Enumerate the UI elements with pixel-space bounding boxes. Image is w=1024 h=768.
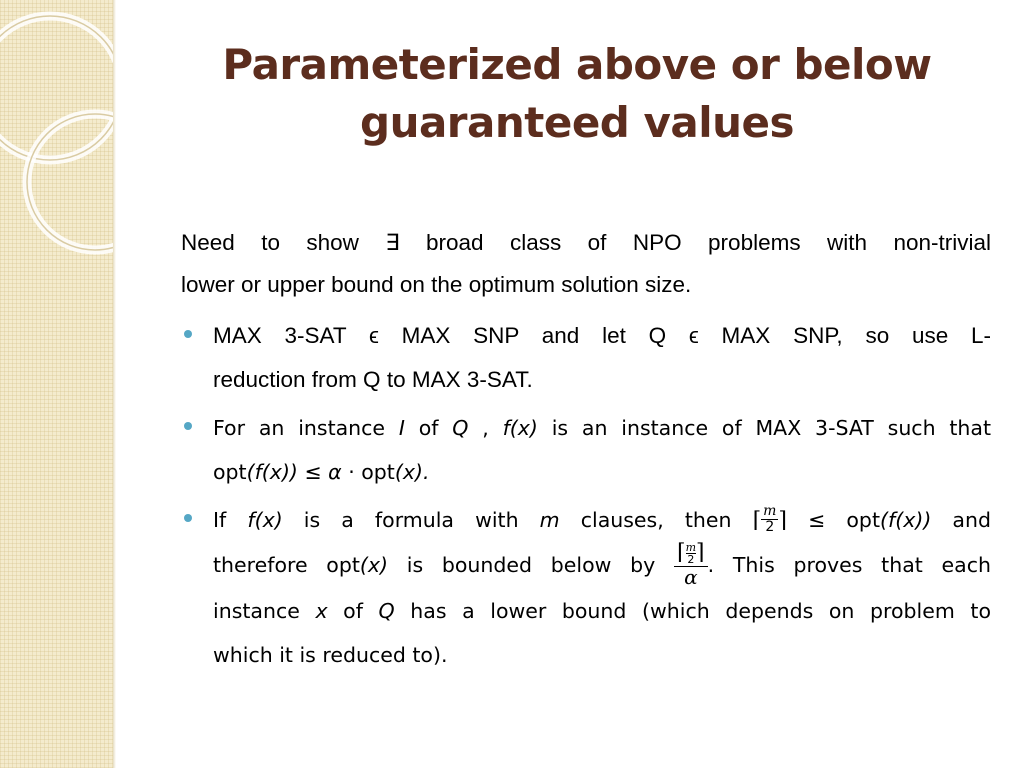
var-ffx: (f(x)) [879, 508, 932, 532]
big-fraction-denominator: α [684, 564, 698, 589]
var-fx: f(x) [502, 416, 538, 440]
text-span: opt [361, 460, 395, 484]
bullet-item-3 [181, 498, 991, 677]
var-Q: Q [452, 416, 469, 440]
text-span: For an instance [213, 416, 399, 440]
big-fraction-numerator [674, 542, 708, 567]
ceil-left: ⌈ [752, 508, 762, 533]
title-line-2: guaranteed values [360, 98, 794, 147]
fraction-m-over-2 [761, 504, 778, 535]
text-span: ≤ [787, 508, 847, 532]
slide-body [181, 222, 991, 681]
ceil-right: ⌉ [696, 540, 705, 565]
text-span: . This proves that each [707, 553, 991, 577]
intro-line-2: lower or upper bound on the optimum solution size. [181, 272, 692, 297]
var-I: I [398, 416, 405, 440]
text-span: is a formula with [282, 508, 540, 532]
inner-denominator: 2 [687, 552, 695, 566]
var-x: (x). [394, 460, 430, 484]
bullet-2-line-1 [213, 406, 991, 450]
side-band-edge [113, 0, 116, 768]
text-span: therefore opt [213, 553, 360, 577]
bullet-2-line-2 [213, 450, 991, 494]
var-ffx: (f(x)) [246, 460, 298, 484]
text-span: is an instance of MAX 3-SAT such that [537, 416, 992, 440]
text-span: opt [846, 508, 880, 532]
inner-fraction [686, 542, 696, 565]
var-x: (x) [359, 553, 389, 577]
text-span: of [327, 598, 379, 623]
inner-numerator: m [685, 540, 697, 554]
text-span: has a lower bound (which depends on problem to [394, 598, 991, 623]
var-Q: Q [378, 598, 395, 623]
fraction-denominator: 2 [765, 518, 775, 535]
bullet-3-line-1 [213, 498, 991, 543]
text-span: , [468, 416, 503, 440]
bullet-3-line-2 [213, 540, 991, 589]
decorative-side-band [0, 0, 113, 768]
slide-title [130, 36, 1024, 152]
text-span: and [931, 508, 991, 532]
fraction-ceil-m2-over-alpha [674, 542, 708, 587]
text-span: · [341, 460, 362, 484]
title-line-1: Parameterized above or below [222, 40, 932, 89]
ceil-left: ⌈ [677, 540, 686, 565]
var-fx: f(x) [247, 508, 283, 532]
text-span: instance [213, 598, 316, 623]
text-span: ≤ [297, 460, 329, 484]
var-alpha: α [328, 460, 342, 484]
bullet-item-2 [181, 406, 991, 494]
bullet-3-line-4: which it is reduced to). [213, 642, 448, 667]
bullet-1-line-1: MAX 3-SAT ϵ MAX SNP and let Q ϵ MAX SNP, so use L- [213, 323, 991, 348]
text-span: If [213, 508, 248, 532]
bullet-3-line-3 [213, 589, 991, 633]
text-span: clauses, then [559, 508, 753, 532]
fraction-numerator: m [763, 502, 777, 519]
bullet-list [181, 314, 991, 677]
text-span: is bounded below by [388, 553, 675, 577]
bullet-1-line-2: reduction from Q to MAX 3-SAT. [213, 367, 533, 392]
text-span: opt [213, 460, 247, 484]
text-span: of [404, 416, 453, 440]
ceil-right: ⌉ [778, 508, 788, 533]
intro-paragraph [181, 222, 991, 306]
intro-line-1: Need to show ∃ broad class of NPO problems with non-trivial [181, 230, 991, 255]
var-m: m [539, 508, 560, 532]
var-x: x [315, 598, 328, 623]
bullet-item-1 [181, 314, 991, 402]
decorative-rings [0, 0, 113, 300]
